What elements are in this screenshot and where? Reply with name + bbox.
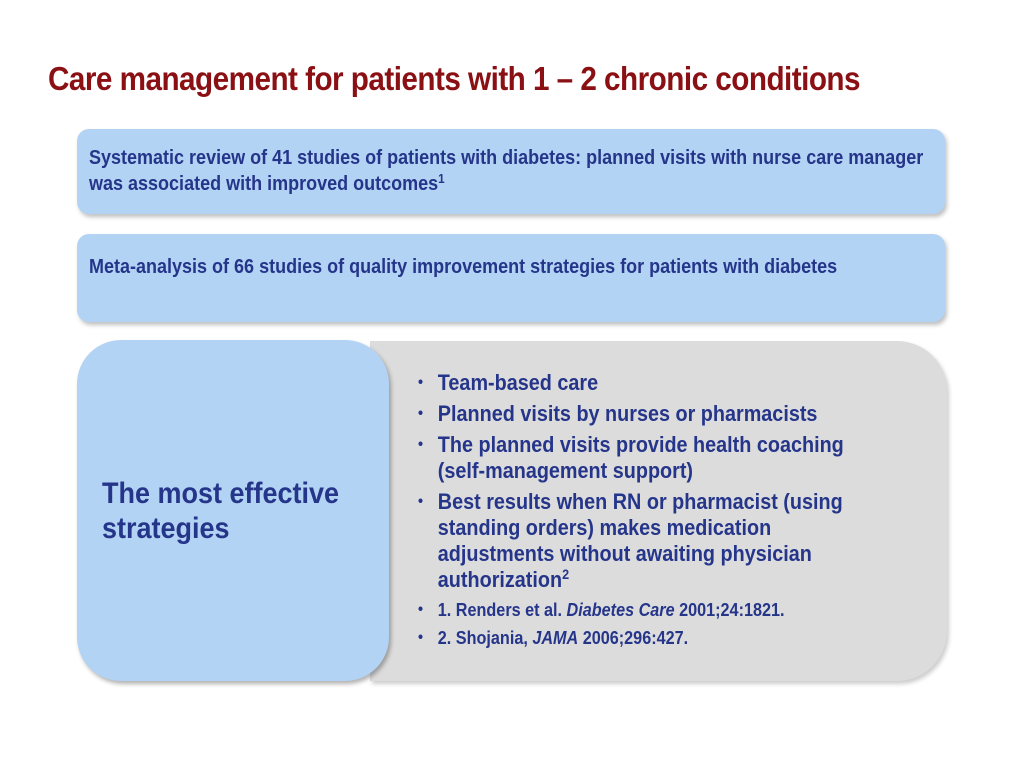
- finding-box-meta-analysis: [77, 234, 945, 322]
- bullet-item: [418, 370, 859, 396]
- strategies-bullet-list: [418, 370, 859, 654]
- reference-journal: JAMA: [532, 628, 579, 648]
- bullet-mark: •: [418, 405, 424, 422]
- bullet-text: Team-based care: [437, 370, 599, 395]
- reference-journal: Diabetes Care: [566, 600, 675, 620]
- bullet-mark: •: [418, 629, 424, 646]
- reference-citation: 2006;296:427.: [578, 628, 689, 648]
- bullet-mark: •: [418, 493, 424, 510]
- bullet-item: [418, 401, 859, 427]
- finding-text-body: Systematic review of 41 studies of patients with diabetes: planned visits with nurse care manager was associated with improved outcomes: [89, 147, 924, 195]
- footnote-superscript: 1: [438, 171, 445, 186]
- bullet-mark: •: [418, 374, 424, 391]
- bullet-item: [418, 432, 859, 484]
- bullet-text: Planned visits by nurses or pharmacists: [437, 401, 818, 426]
- bullet-item: [418, 489, 859, 593]
- footnote-superscript: 2: [562, 566, 570, 582]
- reference-prefix: 2. Shojania,: [437, 628, 533, 648]
- finding-text: [89, 145, 935, 197]
- strategies-label-panel: [77, 340, 389, 681]
- bullet-mark: •: [418, 601, 424, 618]
- finding-box-systematic-review: [77, 129, 945, 214]
- strategies-label: The most effective strategies: [102, 477, 340, 545]
- bullet-text: The planned visits provide health coaching (self-management support): [437, 432, 844, 483]
- reference-prefix: 1. Renders et al.: [437, 600, 567, 620]
- slide-title: Care management for patients with 1 – 2 chronic conditions: [48, 60, 861, 97]
- bullet-text: Best results when RN or pharmacist (using standing orders) makes medication adjustments without awaiting physician authorization: [437, 489, 843, 592]
- finding-text: Meta-analysis of 66 studies of quality improvement strategies for patients with diabetes: [89, 256, 838, 278]
- reference-item: [418, 598, 859, 622]
- bullet-mark: •: [418, 436, 424, 453]
- reference-citation: 2001;24:1821.: [674, 600, 785, 620]
- reference-item: [418, 626, 859, 650]
